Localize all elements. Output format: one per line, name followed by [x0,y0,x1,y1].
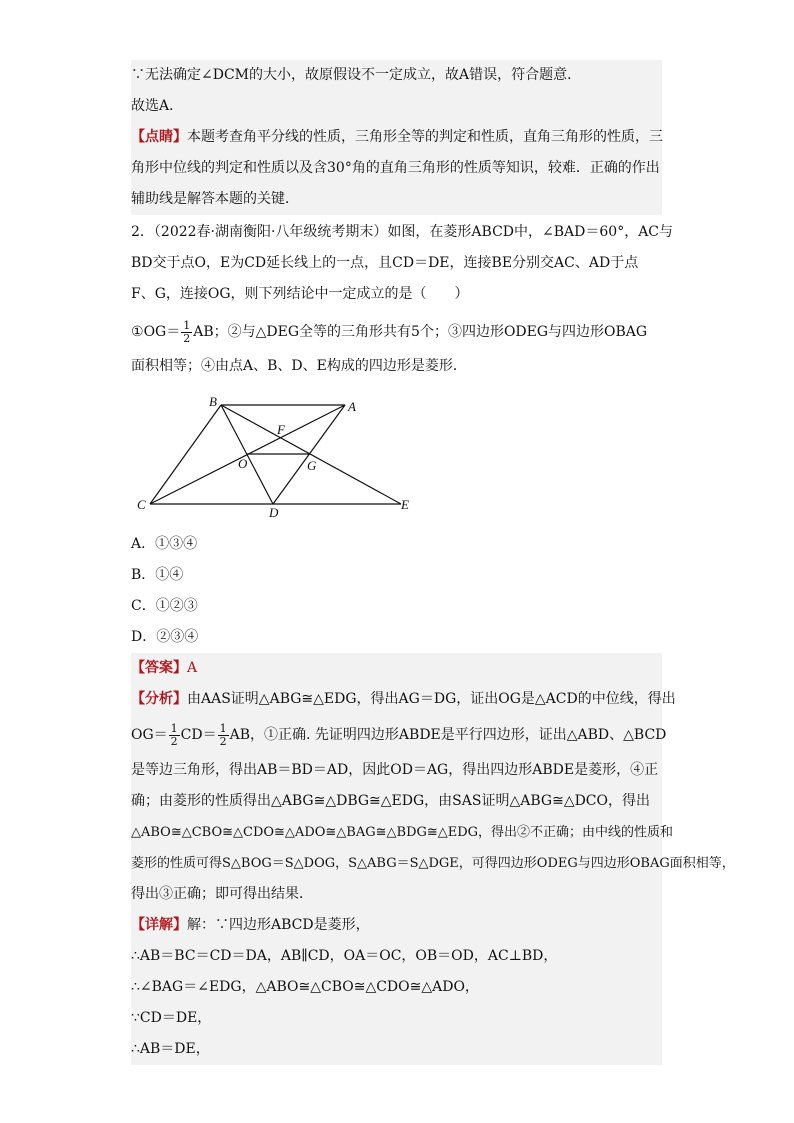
detail-line-1 [131,910,662,941]
analysis-line-2 [131,715,667,755]
text-line-1 [131,60,662,91]
line-text: 本题考查角平分线的性质，三角形全等的判定和性质，直角三角形的性质，三 [187,129,663,145]
label-G: G [307,458,317,473]
line-text: OG＝ [143,324,181,340]
fraction-numerator: 1 [219,721,227,735]
line-text: 面积相等；④由点A、B、D、E构成的四边形是菱形． [131,358,467,374]
line-text: AB， [229,727,265,743]
analysis-tag: 【分析】 [131,691,187,707]
answer-tag: 【答案】 [131,660,187,676]
option-text: ①④ [155,567,184,583]
label-E: E [401,497,409,512]
detail-line-2 [131,941,662,972]
segment-BC [150,405,221,504]
line-text: 2．（2022春·湖南衡阳·八年级统考期末）如图，在菱形ABCD中，∠BAD＝60°，AC与 [131,224,674,240]
option-b[interactable] [131,565,662,586]
option-letter: D． [131,629,157,645]
fraction-numerator: 1 [183,318,191,332]
fraction-denominator: 2 [219,734,227,748]
option-letter: C． [131,598,156,614]
line-text: 确；由菱形的性质得出△ABG≅△DBG≅△EDG，由SAS证明△ABG≅△DCO，得出 [131,793,650,809]
fraction-numerator: 1 [170,721,178,735]
analysis-line-3 [131,755,662,786]
line-text: 正确. 先证明四边形ABDE是平行四边形，证出△ABD、△BCD [278,727,667,743]
detail-line-5 [131,1034,662,1065]
line-text: ∴AB＝BC＝CD＝DA，AB∥CD，OA＝OC，OB＝OD，AC⊥BD， [131,948,558,964]
text-line-3 [131,122,662,153]
circled-number: ① [264,727,279,743]
option-letter: A． [131,536,156,552]
option-text: ②③④ [156,629,199,645]
question-line-1 [131,222,674,243]
option-text: ①②③ [155,598,198,614]
fraction-denominator: 2 [183,331,191,345]
line-text: OG＝ [131,727,168,743]
line-text: ∴∠BAG＝∠EDG，△ABO≅△CBO≅△CDO≅△ADO， [131,979,479,995]
fraction-denominator: 2 [170,734,178,748]
detail-line-4 [131,1003,662,1034]
text-line-4 [131,153,662,184]
answer-value: A [187,660,198,676]
option-letter: B． [131,567,156,583]
line-text: 辅助线是解答本题的关键． [131,191,299,207]
question-line-3 [131,284,662,305]
line-text: ②与△DEG全等的三角形共有5个；③四边形ODEG与四边形OBAG [227,324,648,340]
label-F: F [277,422,285,437]
label-A: A [348,399,356,414]
point-tag: 【点睛】 [131,129,187,145]
fraction [218,723,229,748]
line-text: 故选A． [131,98,184,114]
line-text: CD＝ [180,727,217,743]
label-B: B [209,394,217,409]
fraction [169,723,180,748]
line-text: F、G，连接OG，则下列结论中一定成立的是（ ） [131,286,469,302]
answer-line [131,653,662,684]
option-c[interactable] [131,596,662,617]
statement-line-1 [131,318,662,346]
option-d[interactable] [131,627,662,648]
line-text: 角形中位线的判定和性质以及含30°角的直角三角形的性质等知识，较难．正确的作出 [131,160,660,176]
figure-lines [150,405,401,504]
text-line-5 [131,184,662,215]
option-text: ①③④ [155,536,198,552]
line-text: 解：∵四边形ABCD是菱形， [187,917,370,933]
line-text: 由AAS证明△ABG≅△EDG，得出AG＝DG，证出OG是△ACD的中位线，得出 [187,691,676,707]
line-text: 菱形的性质可得S△BOG＝S△DOG，S△ABG＝S△DGE，可得四边形ODEG与四边形OBAG面积相等， [131,856,735,871]
analysis-line-7 [131,879,662,910]
question-line-2 [131,253,662,274]
line-text: ∴AB＝DE， [131,1041,210,1057]
analysis-line-6 [131,848,735,879]
analysis-line-1 [131,684,676,715]
line-text: 是等边三角形，得出AB＝BD＝AD，因此OD＝AG，得出四边形ABDE是菱形，④正 [131,762,659,778]
option-a[interactable] [131,534,662,555]
geometry-figure [131,393,421,519]
line-text: AB； [193,324,228,340]
circled-number: ① [131,324,144,340]
fraction [181,320,192,345]
line-text: ∵CD＝DE， [131,1010,212,1026]
label-O: O [238,456,248,471]
text-line-2 [131,91,662,122]
label-D: D [269,505,279,520]
line-text: BD交于点O，E为CD延长线上的一点，且CD＝DE，连接BE分别交AC、AD于点 [131,255,639,271]
detail-tag: 【详解】 [131,917,187,933]
detail-line-3 [131,972,662,1003]
line-text: ∵无法确定∠DCM的大小，故原假设不一定成立，故A错误，符合题意． [131,67,582,83]
line-text: 得出③正确；即可得出结果． [131,886,313,902]
line-text: △ABO≅△CBO≅△CDO≅△ADO≅△BAG≅△BDG≅△EDG，得出②不正确；由中线的性质和 [131,825,674,840]
statement-line-2 [131,356,662,377]
analysis-line-4 [131,786,662,817]
analysis-line-5 [131,817,674,848]
label-C: C [137,497,146,512]
